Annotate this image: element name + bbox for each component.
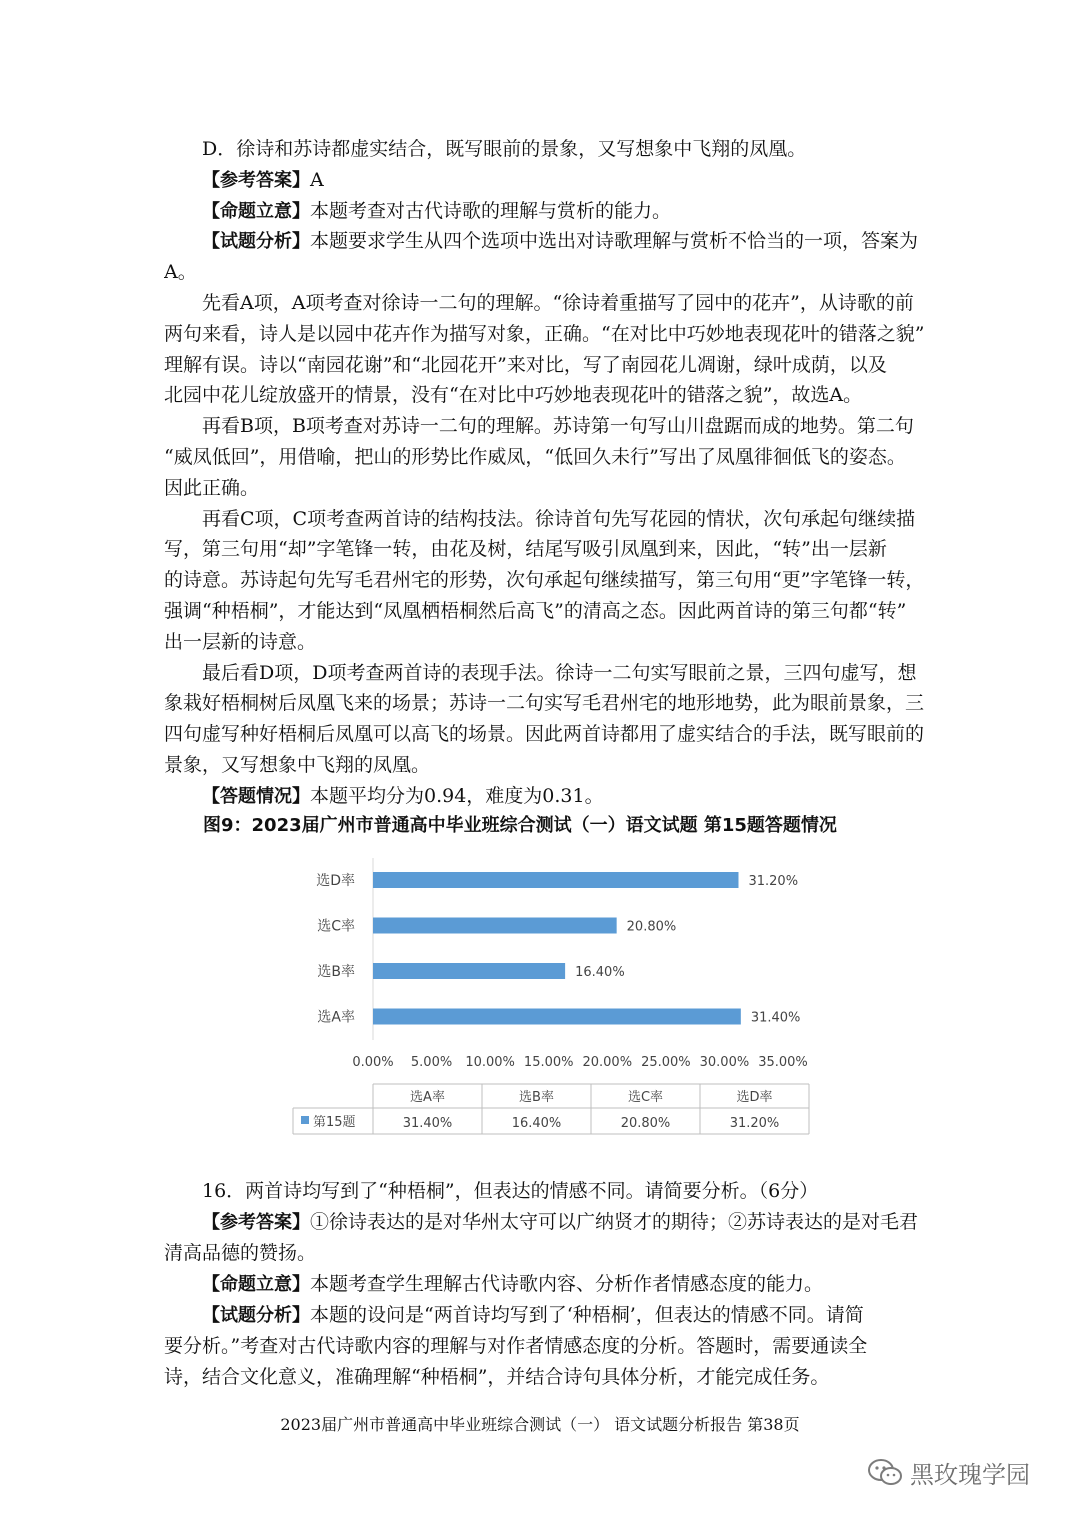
line-text: 再看B项，B项考查对苏诗一二句的理解。苏诗第一句写山川盘踞而成的地势。第二句 (202, 415, 914, 438)
section-tag: 【参考答案】 (202, 169, 310, 191)
table-cell: 20.80% (620, 1116, 671, 1131)
section-tag: 【答题情况】 (202, 785, 310, 807)
x-tick-label: 30.00% (699, 1055, 750, 1070)
section-tag: 【命题立意】 (202, 200, 310, 222)
text-line (164, 1362, 924, 1393)
text-line (202, 1300, 924, 1331)
line-text: 本题考查学生理解古代诗歌内容、分析作者情感态度的能力。 (310, 1273, 824, 1295)
table-header: 选D率 (736, 1090, 773, 1105)
table-header: 选A率 (410, 1090, 445, 1105)
x-tick-label: 0.00% (352, 1055, 394, 1070)
table-cell: 16.40% (511, 1116, 562, 1131)
table-header: 选B率 (519, 1090, 554, 1105)
line-text: 象栽好梧桐树后凤凰飞来的场景；苏诗一二句实写毛君州宅的地形地势，此为眼前景象，三 (164, 692, 924, 715)
line-text: 先看A项，A项考查对徐诗一二句的理解。“徐诗着重描写了园中的花卉”，从诗歌的前 (202, 292, 914, 314)
figure-caption: 图9：2023届广州市普通高中毕业班综合测试（一）语文试题 第15题答题情况 (203, 815, 837, 836)
legend-swatch (301, 1116, 309, 1124)
line-text: 因此正确。 (164, 476, 260, 499)
line-text: 16．两首诗均写到了“种梧桐”，但表达的情感不同。请简要分析。（6分） (202, 1180, 819, 1202)
watermark (868, 1455, 1030, 1490)
section-tag: 【参考答案】 (202, 1212, 310, 1233)
line-text: 四句虚写种好梧桐后凤凰可以高飞的场景。因此两首诗都用了虚实结合的手法，既写眼前的 (164, 723, 924, 746)
watermark-text: 黑玫瑰学园 (910, 1461, 1030, 1489)
table-cell: 31.40% (402, 1116, 453, 1131)
text-line (164, 380, 924, 411)
text-line (202, 1176, 924, 1207)
section-tag: 【试题分析】 (202, 1305, 310, 1326)
x-tick-label: 10.00% (465, 1055, 515, 1070)
text-line (164, 688, 924, 719)
text-line (202, 1207, 924, 1238)
bar (373, 963, 565, 979)
line-text: 最后看D项，D项考查两首诗的表现手法。徐诗一二句实写眼前之景，三四句虚写，想 (202, 661, 917, 684)
line-text: 强调“种梧桐”，才能达到“凤凰栖梧桐然后高飞”的清高之态。因此两首诗的第三句都“转” (164, 600, 907, 622)
line-text: 本题的设问是“两首诗均写到了‘种梧桐’，但表达的情感不同。请简 (310, 1304, 864, 1326)
bar (373, 872, 738, 888)
category-label: 选B率 (317, 964, 355, 980)
text-line (202, 658, 924, 689)
text-line (164, 627, 924, 658)
data-label: 16.40% (575, 965, 625, 980)
x-tick-label: 5.00% (410, 1055, 453, 1070)
line-text: 的诗意。苏诗起句先写毛君州宅的形势，次句承起句继续描写，第三句用“更”字笔锋一转， (164, 569, 924, 592)
text-line (164, 442, 924, 473)
text-line (164, 473, 924, 504)
text-line (164, 1331, 924, 1362)
x-tick-label: 35.00% (758, 1055, 808, 1070)
data-label: 31.20% (748, 874, 799, 889)
line-text: 理解有误。诗以“南园花谢”和“北园花开”来对比，写了南园花儿凋谢，绿叶成荫，以及 (164, 353, 887, 376)
table-cell: 31.20% (729, 1116, 780, 1131)
text-line (164, 534, 924, 565)
line-text: 诗，结合文化意义，准确理解“种梧桐”，并结合诗句具体分析，才能完成任务。 (164, 1366, 830, 1388)
text-line (202, 196, 924, 227)
text-line (202, 411, 924, 442)
line-text: 北园中花儿绽放盛开的情景，没有“在对比中巧妙地表现花叶的错落之貌”，故选A。 (164, 384, 863, 407)
line-text: ①徐诗表达的是对华州太守可以广纳贤才的期待；②苏诗表达的是对毛君 (310, 1211, 919, 1233)
category-label: 选C率 (317, 918, 355, 935)
text-line (202, 165, 924, 196)
text-line (164, 350, 924, 381)
bar (373, 1009, 741, 1025)
line-text: 再看C项，C项考查两首诗的结构技法。徐诗首句先写花园的情状，次句承起句继续描 (202, 507, 916, 530)
line-text: 景象，又写想象中飞翔的凤凰。 (164, 754, 431, 776)
line-text: 本题考查对古代诗歌的理解与赏析的能力。 (310, 199, 672, 222)
text-line (202, 226, 924, 257)
line-text: A (310, 168, 324, 191)
text-line (202, 781, 924, 812)
wechat-icon (868, 1458, 902, 1488)
table-header: 选C率 (627, 1090, 664, 1105)
category-label: 选D率 (316, 873, 355, 889)
text-line (164, 750, 924, 781)
line-text: 本题要求学生从四个选项中选出对诗歌理解与赏析不恰当的一项，答案为 (310, 230, 919, 253)
answer-distribution-chart (290, 858, 830, 1148)
line-text: “威凤低回”，用借喻，把山的形势比作威凤，“低回久未行”写出了凤凰徘徊低飞的姿态。 (164, 446, 906, 468)
line-text: 清高品德的赞扬。 (164, 1242, 317, 1264)
text-line (164, 1238, 924, 1269)
series-name: 第15题 (313, 1115, 356, 1130)
line-text: A。 (164, 261, 197, 284)
section-tag: 【试题分析】 (202, 231, 310, 253)
x-tick-label: 20.00% (582, 1055, 633, 1070)
section-tag: 【命题立意】 (202, 1274, 310, 1295)
text-line (202, 288, 924, 319)
text-line (164, 719, 924, 750)
data-label: 31.40% (750, 1010, 801, 1026)
line-text: 本题平均分为0.94，难度为0.31。 (310, 784, 604, 807)
text-line (164, 596, 924, 627)
page-footer: 2023届广州市普通高中毕业班综合测试（一） 语文试题分析报告 第38页 (280, 1415, 800, 1434)
bar (373, 918, 617, 934)
line-text: 要分析。”考查对古代诗歌内容的理解与对作者情感态度的分析。答题时，需要通读全 (164, 1335, 868, 1357)
text-line (202, 1269, 924, 1300)
line-text: D．徐诗和苏诗都虚实结合，既写眼前的景象，又写想象中飞翔的凤凰。 (202, 138, 807, 160)
category-label: 选A率 (317, 1009, 355, 1026)
x-tick-label: 25.00% (641, 1055, 691, 1070)
text-line (202, 504, 924, 535)
x-tick-label: 15.00% (523, 1055, 574, 1070)
text-line (202, 134, 924, 165)
text-line (164, 257, 924, 288)
text-line (164, 319, 924, 350)
line-text: 写，第三句用“却”字笔锋一转，由花及树，结尾写吸引凤凰到来，因此，“转”出一层新 (164, 538, 887, 561)
data-label: 20.80% (626, 919, 677, 935)
line-text: 出一层新的诗意。 (164, 630, 317, 653)
line-text: 两句来看，诗人是以园中花卉作为描写对象，正确。“在对比中巧妙地表现花叶的错落之貌” (164, 322, 924, 345)
text-line (164, 565, 924, 596)
